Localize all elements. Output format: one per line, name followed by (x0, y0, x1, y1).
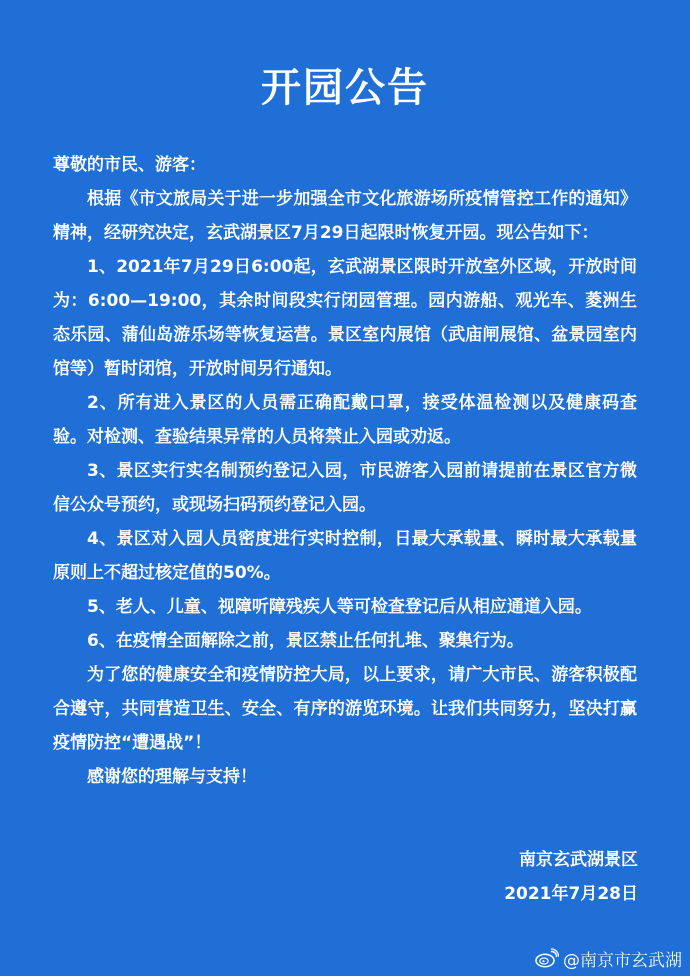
paragraph-item-5: 5、老人、儿童、视障听障残疾人等可检查登记后从相应通道入园。 (87, 597, 592, 617)
paragraph-appeal: 为了您的健康安全和疫情防控大局，以上要求，请广大市民、游客积极配合遵守，共同营造卫生、安全、有序的游览环境。让我们共同努力，坚决打赢疫情防控“遭遇战”！ (53, 665, 637, 753)
paragraph-thanks: 感谢您的理解与支持！ (87, 767, 257, 787)
signature-organization: 南京玄武湖景区 (519, 850, 638, 870)
paragraph-item-6: 6、在疫情全面解除之前，景区禁止任何扎堆、聚集行为。 (87, 631, 524, 651)
weibo-watermark (535, 946, 682, 970)
salutation: 尊敬的市民、游客： (53, 155, 206, 175)
signature-date: 2021年7月28日 (504, 884, 638, 904)
paragraph-item-4: 4、景区对入园人员密度进行实时控制，日最大承载量、瞬时最大承载量原则上不超过核定值的50%。 (53, 529, 637, 583)
paragraph-item-3: 3、景区实行实名制预约登记入园，市民游客入园前请提前在景区官方微信公众号预约，或现场扫码预约登记入园。 (53, 461, 637, 515)
paragraph-item-2: 2、所有进入景区的人员需正确配戴口罩，接受体温检测以及健康码查验。对检测、查验结果异常的人员将禁止入园或劝返。 (53, 393, 637, 447)
watermark-text: @南京市玄武湖 (563, 950, 682, 971)
paragraph-intro: 根据《市文旅局关于进一步加强全市文化旅游场所疫情管控工作的通知》精神，经研究决定，玄武湖景区7月29日起限时恢复开园。现公告如下： (53, 189, 637, 243)
signature-block (504, 843, 638, 911)
weibo-icon (535, 948, 559, 968)
page-title: 开园公告 (261, 65, 429, 111)
announcement-body (53, 182, 637, 794)
paragraph-item-1: 1、2021年7月29日6:00起，玄武湖景区限时开放室外区域，开放时间为：6:00—19:00，其余时间段实行闭园管理。园内游船、观光车、菱洲生态乐园、蒲仙岛游乐场等恢复运营。景区室内展馆（武庙闸展馆、盆景园室内馆等）暂时闭馆，开放时间另行通知。 (53, 257, 637, 379)
